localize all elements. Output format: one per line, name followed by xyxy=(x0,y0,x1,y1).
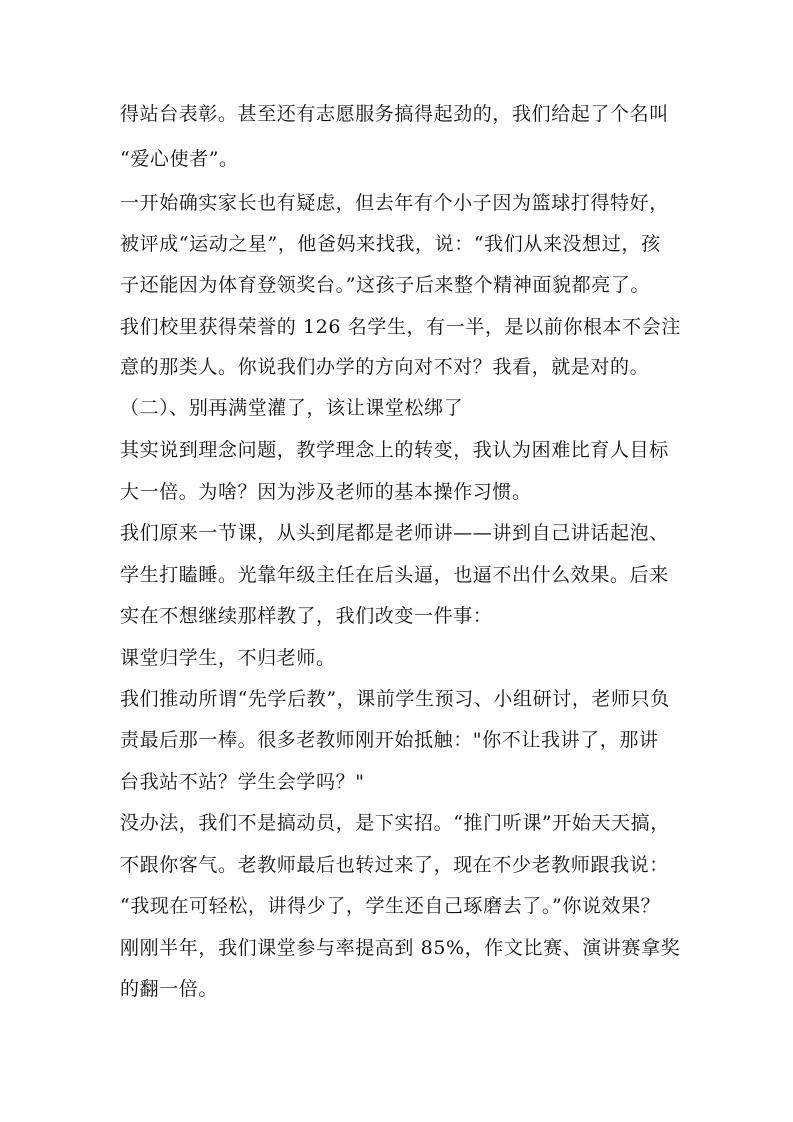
text-line: 没办法，我们不是搞动员，是下实招。“推门听课”开始天天搞， xyxy=(120,812,670,834)
text-line: 得站台表彰。甚至还有志愿服务搞得起劲的，我们给起了个名叫 xyxy=(120,103,669,125)
text-line: 的翻一倍。 xyxy=(120,978,219,1000)
text-line: 实在不想继续那样教了，我们改变一件事： xyxy=(120,605,493,627)
text-line: 责最后那一棒。很多老教师刚开始抵触："你不让我讲了，那讲 xyxy=(120,729,659,751)
text-line: 我们推动所谓“先学后教”，课前学生预习、小组研讨，老师只负 xyxy=(120,688,670,710)
text-line: 我们校里获得荣誉的 126 名学生，有一半，是以前你根本不会注 xyxy=(120,316,681,338)
text-line: 意的那类人。你说我们办学的方向对不对？我看，就是对的。 xyxy=(120,356,650,378)
text-line: 课堂归学生，不归老师。 xyxy=(120,647,336,669)
section-heading: （二）、别再满堂灌了，该让课堂松绑了 xyxy=(120,397,464,419)
text-line: 台我站不站？学生会学吗？" xyxy=(120,771,365,793)
text-line: 不跟你客气。老教师最后也转过来了，现在不少老教师跟我说： xyxy=(120,854,669,876)
text-line: “我现在可轻松，讲得少了，学生还自己琢磨去了。”你说效果？ xyxy=(120,895,661,917)
text-line: 被评成“运动之星”，他爸妈来找我，说：“我们从来没想过，孩 xyxy=(120,233,661,255)
text-line: 其实说到理念问题，教学理念上的转变，我认为困难比育人目标 xyxy=(120,439,669,461)
text-line: 一开始确实家长也有疑虑，但去年有个小子因为篮球打得特好， xyxy=(120,192,669,214)
text-line: 我们原来一节课，从头到尾都是老师讲——讲到自己讲话起泡、 xyxy=(120,522,669,544)
text-line: 子还能因为体育登领奖台。”这孩子后来整个精神面貌都亮了。 xyxy=(120,274,651,296)
text-line: 学生打瞌睡。光靠年级主任在后头逼，也逼不出什么效果。后来 xyxy=(120,564,669,586)
text-line: 大一倍。为啥？因为涉及老师的基本操作习惯。 xyxy=(120,481,532,503)
text-line: “爱心使者”。 xyxy=(120,148,239,170)
text-line: 刚刚半年，我们课堂参与率提高到 85%，作文比赛、演讲赛拿奖 xyxy=(120,937,681,959)
